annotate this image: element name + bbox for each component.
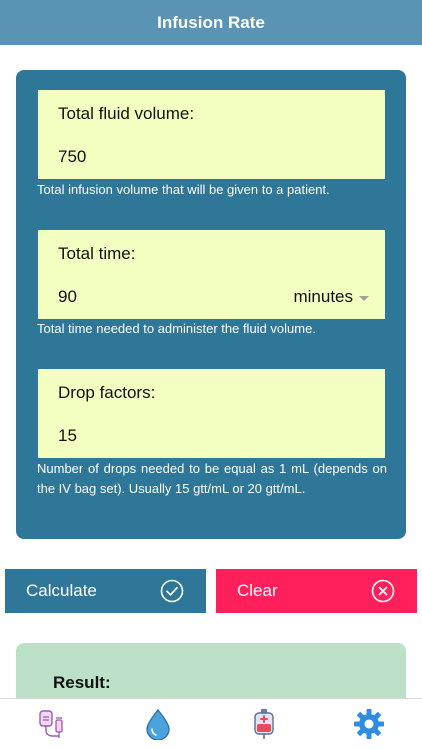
input-card	[16, 70, 406, 539]
blood-bag-icon	[250, 708, 278, 745]
time-hint: Total time needed to administer the fluid volume.	[37, 321, 316, 336]
drop-factor-hint: Number of drops needed to be equal as 1 mL (depends on the IV bag set). Usually 15 gtt/mL or 20 gtt/mL.	[37, 461, 387, 496]
gear-icon	[353, 708, 385, 745]
iv-drip-icon	[37, 708, 69, 745]
volume-field[interactable]	[38, 90, 385, 179]
drop-factor-label: Drop factors:	[58, 383, 156, 402]
calculate-button[interactable]	[5, 569, 206, 613]
time-unit-select[interactable]	[293, 287, 369, 307]
volume-label: Total fluid volume:	[58, 104, 195, 123]
clear-label: Clear	[237, 581, 278, 600]
tab-bar	[0, 698, 422, 750]
time-field[interactable]	[38, 230, 385, 319]
close-circle-icon	[371, 579, 395, 603]
time-unit-label: minutes	[293, 287, 353, 306]
tab-drop-rate[interactable]	[141, 709, 175, 743]
check-circle-icon	[160, 579, 184, 603]
page-title: Infusion Rate	[157, 12, 265, 32]
drop-factor-input[interactable]: 15	[58, 426, 77, 445]
drop-factor-field[interactable]	[38, 369, 385, 458]
time-input[interactable]: 90	[58, 287, 77, 306]
volume-hint: Total infusion volume that will be given to a patient.	[37, 182, 330, 197]
navigation-bar	[0, 0, 422, 45]
water-drop-icon	[143, 708, 173, 745]
calculate-label: Calculate	[26, 581, 97, 600]
tab-blood-transfusion[interactable]	[247, 709, 281, 743]
time-label: Total time:	[58, 244, 136, 263]
tab-infusion-rate[interactable]	[36, 709, 70, 743]
clear-button[interactable]	[216, 569, 417, 613]
chevron-down-icon	[359, 296, 369, 301]
tab-settings[interactable]	[352, 709, 386, 743]
volume-input[interactable]: 750	[58, 147, 87, 166]
result-label: Result:	[53, 673, 111, 692]
